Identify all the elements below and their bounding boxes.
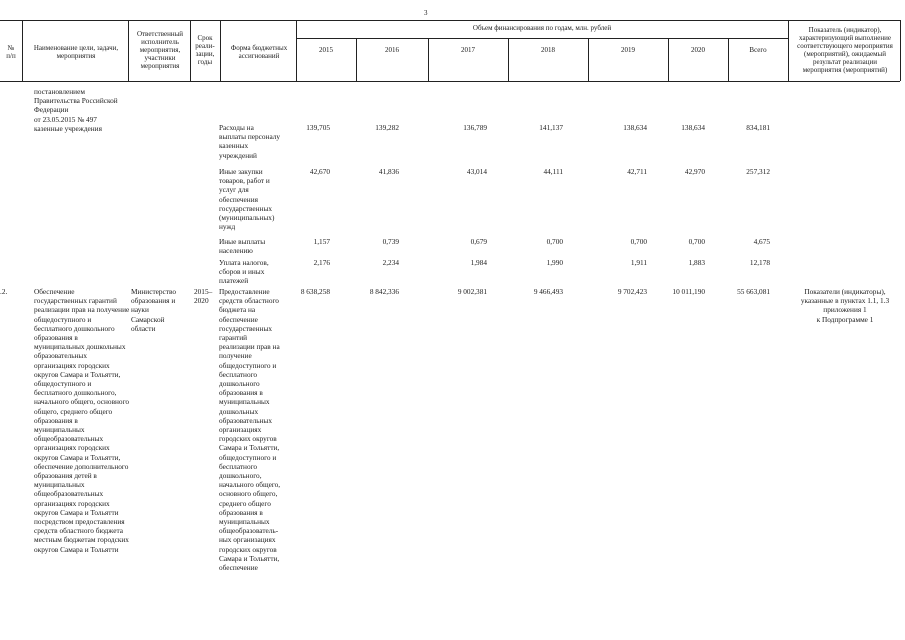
header-volume: Объем финансирования по годам, млн. рублей xyxy=(472,24,612,32)
item-name-text: округов Самара и Тольятти, xyxy=(34,452,121,462)
budget-value: 4,675 xyxy=(753,237,770,246)
item-indicator-text: приложения 1 xyxy=(823,305,867,315)
item-form-text: муниципальных xyxy=(219,517,270,526)
item-form-text: дошкольных xyxy=(219,406,259,416)
budget-form-text: обеспечения xyxy=(219,194,258,204)
item-executor-text: области xyxy=(131,323,156,333)
header-column-divider xyxy=(22,20,23,81)
header-form: Форма бюджетных xyxy=(230,44,288,52)
header-term: годы xyxy=(197,58,213,66)
budget-value: 138,634 xyxy=(623,123,647,132)
item-form-text: городских округов xyxy=(219,544,277,554)
item-form-text: организациях xyxy=(219,425,262,434)
item-value: 10 011,190 xyxy=(672,287,705,296)
item-name-text: обеспечение дополнительного xyxy=(34,461,129,471)
header-column-divider xyxy=(128,20,129,81)
header-executor: Ответственный xyxy=(136,30,184,38)
budget-value: 41,836 xyxy=(378,167,399,176)
item-name-text: муниципальных xyxy=(34,425,85,434)
budget-value: 1,990 xyxy=(546,258,563,267)
item-form-text: Самара и Тольятти, xyxy=(219,443,280,453)
header-year: 2015 xyxy=(319,46,333,54)
header-sub-rule xyxy=(296,38,788,39)
item-indicator-text: Показатели (индикаторы), xyxy=(804,287,886,296)
budget-value: 2,234 xyxy=(382,258,399,267)
item-name-text: Обеспечение xyxy=(34,287,75,296)
year-column-divider xyxy=(508,38,509,81)
item-name-text: государственных гарантий xyxy=(34,296,117,306)
item-name-text: бесплатного дошкольного xyxy=(34,323,115,333)
budget-value: 138,634 xyxy=(681,123,705,132)
continuation-text: Правительства Российской xyxy=(34,96,118,106)
budget-form-text: Уплата налогов, xyxy=(219,258,269,267)
item-form-text: образования в xyxy=(219,507,263,517)
budget-value: 44,111 xyxy=(543,167,563,176)
continuation-text: казенные учреждения xyxy=(34,123,102,133)
item-form-text: средств областного xyxy=(219,296,279,306)
item-form-text: получение xyxy=(219,351,252,361)
item-name-text: муниципальных дошкольных xyxy=(34,342,126,352)
budget-form-text: платежей xyxy=(219,276,249,286)
budget-value: 12,178 xyxy=(749,258,770,267)
header-indicator: Показатель (индикатор), xyxy=(808,26,882,34)
item-name-text: общедоступного и xyxy=(34,379,92,388)
item-form-text: дошкольного xyxy=(219,379,260,388)
header-form: ассигнований xyxy=(238,52,280,60)
budget-value: 0,700 xyxy=(546,237,563,246)
header-executor: участники xyxy=(144,54,176,62)
header-column-divider xyxy=(220,20,221,81)
year-column-divider xyxy=(668,38,669,81)
item-name-text: образования в xyxy=(34,415,78,425)
item-name-text: реализации прав на получение xyxy=(34,305,130,315)
year-column-divider xyxy=(728,38,729,81)
continuation-text: от 23.05.2015 № 497 xyxy=(34,114,97,124)
header-year: 2019 xyxy=(621,46,635,54)
item-executor-text: науки xyxy=(131,305,149,315)
budget-value: 257,312 xyxy=(746,167,770,176)
item-form-text: образования в xyxy=(219,388,263,398)
item-form-text: среднего общего xyxy=(219,498,271,508)
header-top-rule xyxy=(0,20,900,21)
item-executor-text: Министерство xyxy=(131,287,176,296)
item-name-text: организациях городских xyxy=(34,360,110,370)
header-indicator: соответствующего мероприятия xyxy=(797,42,893,50)
header-executor: мероприятия, xyxy=(139,46,181,54)
budget-value: 42,970 xyxy=(684,167,705,176)
budget-value: 834,181 xyxy=(746,123,770,132)
header-year: 2020 xyxy=(691,46,705,54)
item-name-text: местным бюджетам городских xyxy=(34,535,129,545)
item-name-text: бесплатного дошкольного, xyxy=(34,388,117,398)
item-name-text: округов Самара и Тольятти xyxy=(34,507,119,517)
budget-form-text: государственных xyxy=(219,203,273,213)
item-form-text: обеспечение xyxy=(219,563,258,572)
item-name-text: муниципальных xyxy=(34,480,85,490)
header-executor: мероприятия xyxy=(140,62,180,70)
item-form-text: общеобразователь- xyxy=(219,526,279,536)
item-form-text: реализации прав на xyxy=(219,342,280,352)
budget-value: 0,700 xyxy=(630,237,647,246)
item-form-text: бесплатного xyxy=(219,369,258,379)
item-form-text: общедоступного и xyxy=(219,360,277,370)
item-term-text: 2020 xyxy=(194,296,209,306)
budget-form-text: Расходы на xyxy=(219,123,254,132)
budget-value: 1,157 xyxy=(313,237,330,246)
item-form-text: дошкольного, xyxy=(219,471,262,480)
budget-form-text: населению xyxy=(219,246,253,256)
item-form-text: государственных xyxy=(219,323,273,333)
budget-value: 1,883 xyxy=(688,258,705,267)
header-year: 2017 xyxy=(461,46,475,54)
budget-value: 141,137 xyxy=(539,123,563,132)
header-term: Срок xyxy=(197,34,213,42)
item-executor-text: образования и xyxy=(131,296,176,306)
year-column-divider xyxy=(428,38,429,81)
item-indicator-text: указанные в пунктах 1.1, 1.3 xyxy=(800,296,890,306)
item-form-text: бесплатного xyxy=(219,461,258,471)
header-name: Наименование цели, задачи, xyxy=(33,44,119,52)
item-value: 9 002,381 xyxy=(457,287,487,296)
header-bottom-rule xyxy=(0,81,900,82)
header-number: п/п xyxy=(6,52,16,60)
item-indicator-text: к Подпрограмме 1 xyxy=(816,314,874,324)
item-form-text: основного общего, xyxy=(219,489,278,499)
header-executor: исполнитель xyxy=(141,38,179,46)
item-term-text: 2015– xyxy=(194,287,213,296)
item-value: 9 466,493 xyxy=(533,287,563,296)
item-name-text: образования в xyxy=(34,333,78,342)
budget-form-text: казенных xyxy=(219,141,249,151)
item-form-text: бюджета на xyxy=(219,305,256,315)
header-term: зации, xyxy=(195,50,215,58)
budget-form-text: (муниципальных) xyxy=(219,213,275,222)
budget-value: 0,700 xyxy=(688,237,705,246)
budget-form-text: сборов и иных xyxy=(219,267,265,277)
item-value: 8 638,258 xyxy=(300,287,330,296)
item-form-text: обеспечение xyxy=(219,314,258,324)
header-indicator: (мероприятий), ожидаемый xyxy=(803,50,887,58)
item-form-text: гарантий xyxy=(219,333,248,342)
budget-form-text: Иные выплаты xyxy=(219,237,266,246)
budget-value: 139,282 xyxy=(375,123,399,132)
header-year: 2016 xyxy=(385,46,399,54)
header-column-divider xyxy=(788,20,789,81)
item-form-text: муниципальных xyxy=(219,397,270,407)
header-year: 2018 xyxy=(541,46,555,54)
header-number: № xyxy=(7,44,15,52)
header-indicator: мероприятия (мероприятий) xyxy=(802,66,888,74)
item-name-text: средств областного бюджета xyxy=(34,526,123,536)
budget-value: 139,705 xyxy=(306,123,330,132)
budget-form-text: нужд xyxy=(219,222,236,232)
item-form-text: Предоставление xyxy=(219,287,270,296)
budget-form-text: товаров, работ и xyxy=(219,176,270,186)
item-name-text: организациях городских xyxy=(34,443,110,453)
year-column-divider xyxy=(588,38,589,81)
continuation-text: Федерации xyxy=(34,105,69,115)
item-form-text: общедоступного и xyxy=(219,452,277,462)
year-column-divider xyxy=(356,38,357,81)
item-name-text: образования детей в xyxy=(34,471,97,480)
budget-value: 42,670 xyxy=(309,167,330,176)
item-name-text: общеобразовательных xyxy=(34,489,104,499)
item-form-text: образовательных xyxy=(219,415,272,425)
budget-value: 42,711 xyxy=(627,167,647,176)
budget-value: 1,984 xyxy=(470,258,487,267)
item-name-text: округов Самара и Тольятти xyxy=(34,544,119,554)
item-form-text: ных организациях xyxy=(219,535,276,545)
item-form-text: городских округов xyxy=(219,434,277,444)
continuation-text: постановлением xyxy=(34,87,85,96)
page-number: 3 xyxy=(424,9,428,17)
item-executor-text: Самарской xyxy=(131,314,165,324)
item-name-text: округов Самара и Тольятти, xyxy=(34,369,121,379)
item-name-text: общеобразовательных xyxy=(34,434,104,444)
budget-value: 0,679 xyxy=(470,237,487,246)
header-name: мероприятия xyxy=(56,52,96,60)
budget-form-text: услуг для xyxy=(219,185,249,195)
budget-value: 0,739 xyxy=(382,237,399,246)
budget-form-text: учреждений xyxy=(219,150,257,160)
item-value: 55 663,081 xyxy=(737,287,770,296)
budget-value: 136,789 xyxy=(463,123,487,132)
item-value: 8 842,336 xyxy=(369,287,399,296)
budget-value: 43,014 xyxy=(466,167,487,176)
header-column-divider xyxy=(900,20,901,81)
item-value: 9 702,423 xyxy=(617,287,647,296)
budget-value: 1,911 xyxy=(630,258,647,267)
budget-value: 2,176 xyxy=(313,258,330,267)
item-name-text: общего, среднего общего xyxy=(34,406,113,416)
item-name-text: организациях городских xyxy=(34,498,110,508)
header-term: реали- xyxy=(195,42,215,50)
header-indicator: характеризующий выполнение xyxy=(799,34,891,42)
budget-form-text: выплаты персоналу xyxy=(219,132,281,142)
item-form-text: начального общего, xyxy=(219,480,281,490)
header-year: Всего xyxy=(749,46,767,54)
header-indicator: результат реализации xyxy=(812,58,877,66)
item-name-text: образовательных xyxy=(34,351,87,361)
item-name-text: начального общего, основного xyxy=(34,397,130,407)
item-name-text: общедоступного и xyxy=(34,314,92,324)
item-form-text: Самара и Тольятти, xyxy=(219,553,280,563)
budget-form-text: Иные закупки xyxy=(219,167,263,176)
item-number: .2. xyxy=(0,287,8,296)
item-name-text: посредством предоставления xyxy=(34,517,125,526)
